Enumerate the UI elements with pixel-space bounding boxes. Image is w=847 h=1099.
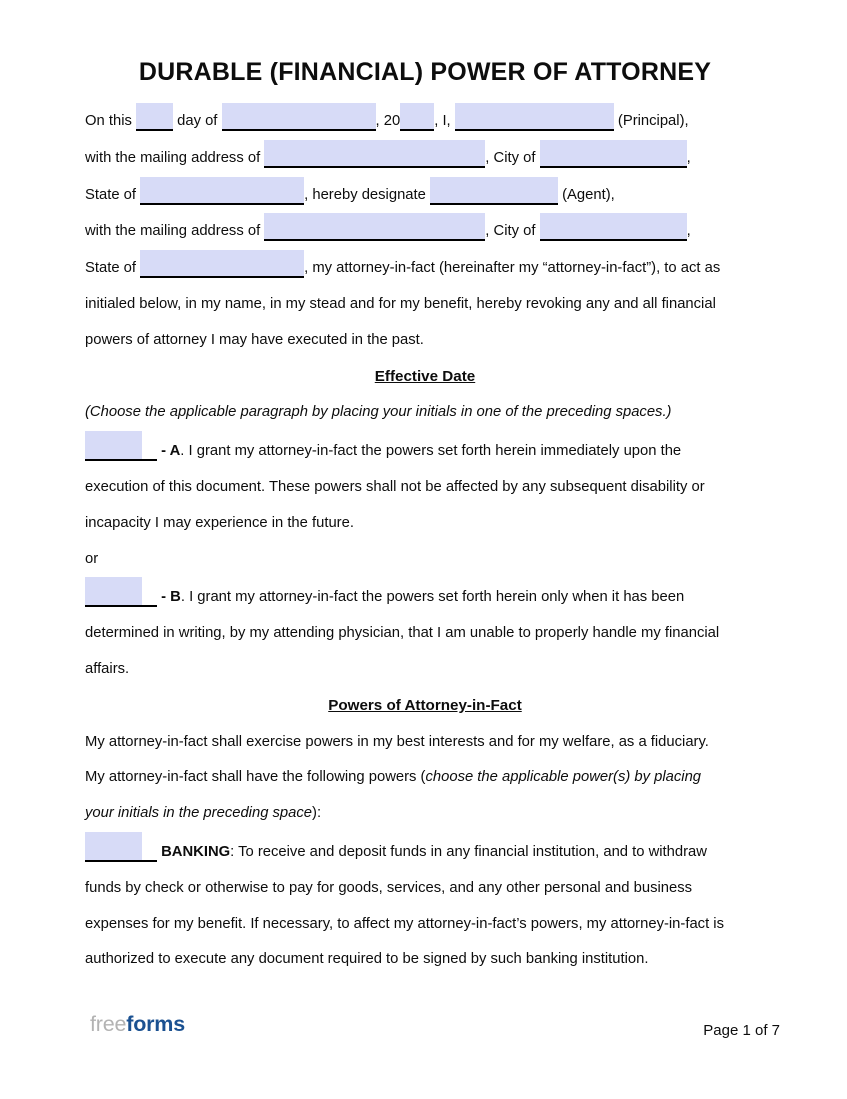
principal-city-field[interactable] — [540, 140, 687, 168]
document-content — [85, 58, 765, 978]
powers-line-3 — [85, 796, 765, 832]
effective-date-heading-row — [85, 359, 765, 396]
banking-text: : To receive and deposit funds in any financial institution, and to withdraw — [230, 843, 707, 860]
option-b-initials-field[interactable] — [85, 577, 157, 607]
option-a-line-2 — [85, 470, 765, 506]
option-b-line-2 — [85, 616, 765, 652]
banking-initials-field[interactable] — [85, 832, 157, 862]
intro-text: On this — [85, 113, 136, 129]
intro-text: (Agent), — [558, 186, 615, 203]
banking-label: BANKING — [157, 843, 231, 860]
powers-instruction-italic: choose the applicable power(s) by placing — [425, 769, 702, 786]
section-heading-powers: Powers of Attorney-in-Fact — [328, 696, 522, 714]
principal-address-field[interactable] — [264, 140, 485, 168]
intro-text: day of — [173, 113, 222, 129]
intro-line-5 — [85, 250, 765, 287]
option-b-text: . I grant my attorney-in-fact the powers set forth herein only when it has been — [180, 589, 685, 606]
intro-text: State of — [85, 260, 141, 277]
option-a-line-3 — [85, 506, 765, 542]
option-b-label: - B — [157, 589, 181, 606]
option-b-text: determined in writing, by my attending physician, that I am unable to properly handle my financial — [85, 625, 720, 642]
principal-state-field[interactable] — [140, 177, 304, 205]
year-field[interactable] — [400, 103, 434, 131]
principal-name-field[interactable] — [455, 103, 614, 131]
intro-line-3 — [85, 177, 765, 214]
option-a-label: - A — [157, 443, 181, 460]
intro-line-6 — [85, 287, 765, 323]
month-field[interactable] — [222, 103, 376, 131]
intro-text: initialed below, in my name, in my stead and for my benefit, hereby revoking any and all financial — [85, 295, 716, 312]
intro-text: with the mailing address of — [85, 149, 265, 166]
or-label: or — [85, 550, 99, 567]
powers-heading-row — [85, 688, 765, 725]
option-a-text: execution of this document. These powers shall not be affected by any subsequent disability or — [85, 478, 705, 495]
banking-text: funds by check or otherwise to pay for goods, services, and any other personal and business — [85, 879, 693, 896]
banking-line-4 — [85, 942, 765, 978]
agent-name-field[interactable] — [430, 177, 558, 205]
powers-text: My attorney-in-fact shall have the following powers ( — [85, 769, 426, 786]
effective-date-instruction — [85, 395, 765, 431]
intro-text: with the mailing address of — [85, 223, 265, 240]
banking-text: expenses for my benefit. If necessary, to affect my attorney-in-fact’s powers, my attorney-in-fact is — [85, 915, 724, 932]
page-footer — [85, 1012, 780, 1041]
intro-line-4 — [85, 213, 765, 250]
instruction-text: (Choose the applicable paragraph by placing your initials in one of the preceding spaces.) — [85, 404, 672, 421]
intro-text: , — [686, 223, 691, 240]
option-a-line-1 — [85, 431, 765, 470]
powers-instruction-italic: your initials in the preceding space — [85, 805, 313, 822]
option-a-text: incapacity I may experience in the future. — [85, 514, 354, 531]
intro-text: , City of — [485, 149, 540, 166]
intro-text: , I, — [434, 113, 455, 129]
option-b-line-1 — [85, 577, 765, 616]
logo-text-free: free — [90, 1012, 127, 1036]
powers-line-2 — [85, 760, 765, 796]
logo-text-forms: forms — [126, 1012, 185, 1036]
banking-line-2 — [85, 871, 765, 907]
agent-state-field[interactable] — [140, 250, 304, 278]
document-body — [85, 103, 765, 978]
intro-text: , 20 — [375, 113, 401, 129]
powers-text: My attorney-in-fact shall exercise powers in my best interests and for my welfare, as a fiduciary. — [85, 733, 709, 750]
page-title: DURABLE (FINANCIAL) POWER OF ATTORNEY — [138, 58, 712, 86]
option-b-text: affairs. — [85, 660, 130, 677]
banking-line-1 — [85, 832, 765, 871]
agent-address-field[interactable] — [264, 213, 485, 241]
agent-city-field[interactable] — [540, 213, 687, 241]
intro-text: (Principal), — [613, 113, 689, 129]
option-a-text: . I grant my attorney-in-fact the powers set forth herein immediately upon the — [180, 443, 682, 460]
intro-line-7 — [85, 323, 765, 359]
intro-line-2 — [85, 140, 765, 177]
intro-text: powers of attorney I may have executed in the past. — [85, 331, 424, 348]
intro-text: State of — [85, 186, 141, 203]
option-b-line-3 — [85, 652, 765, 688]
banking-line-3 — [85, 907, 765, 943]
day-field[interactable] — [136, 103, 173, 131]
intro-text: , hereby designate — [304, 186, 430, 203]
intro-text: , City of — [485, 223, 540, 240]
or-separator — [85, 542, 765, 578]
section-heading-effective-date: Effective Date — [374, 367, 476, 385]
intro-text: , my attorney-in-fact (hereinafter my “attorney-in-fact”), to act as — [304, 260, 721, 277]
page-number: Page 1 of 7 — [703, 1022, 780, 1039]
freeforms-logo — [90, 1012, 185, 1037]
intro-line-1 — [85, 103, 765, 140]
option-a-initials-field[interactable] — [85, 431, 157, 461]
intro-text: , — [686, 149, 691, 166]
powers-text: ): — [312, 805, 322, 822]
banking-text: authorized to execute any document required to be signed by such banking institution. — [85, 951, 649, 968]
powers-line-1 — [85, 725, 765, 761]
